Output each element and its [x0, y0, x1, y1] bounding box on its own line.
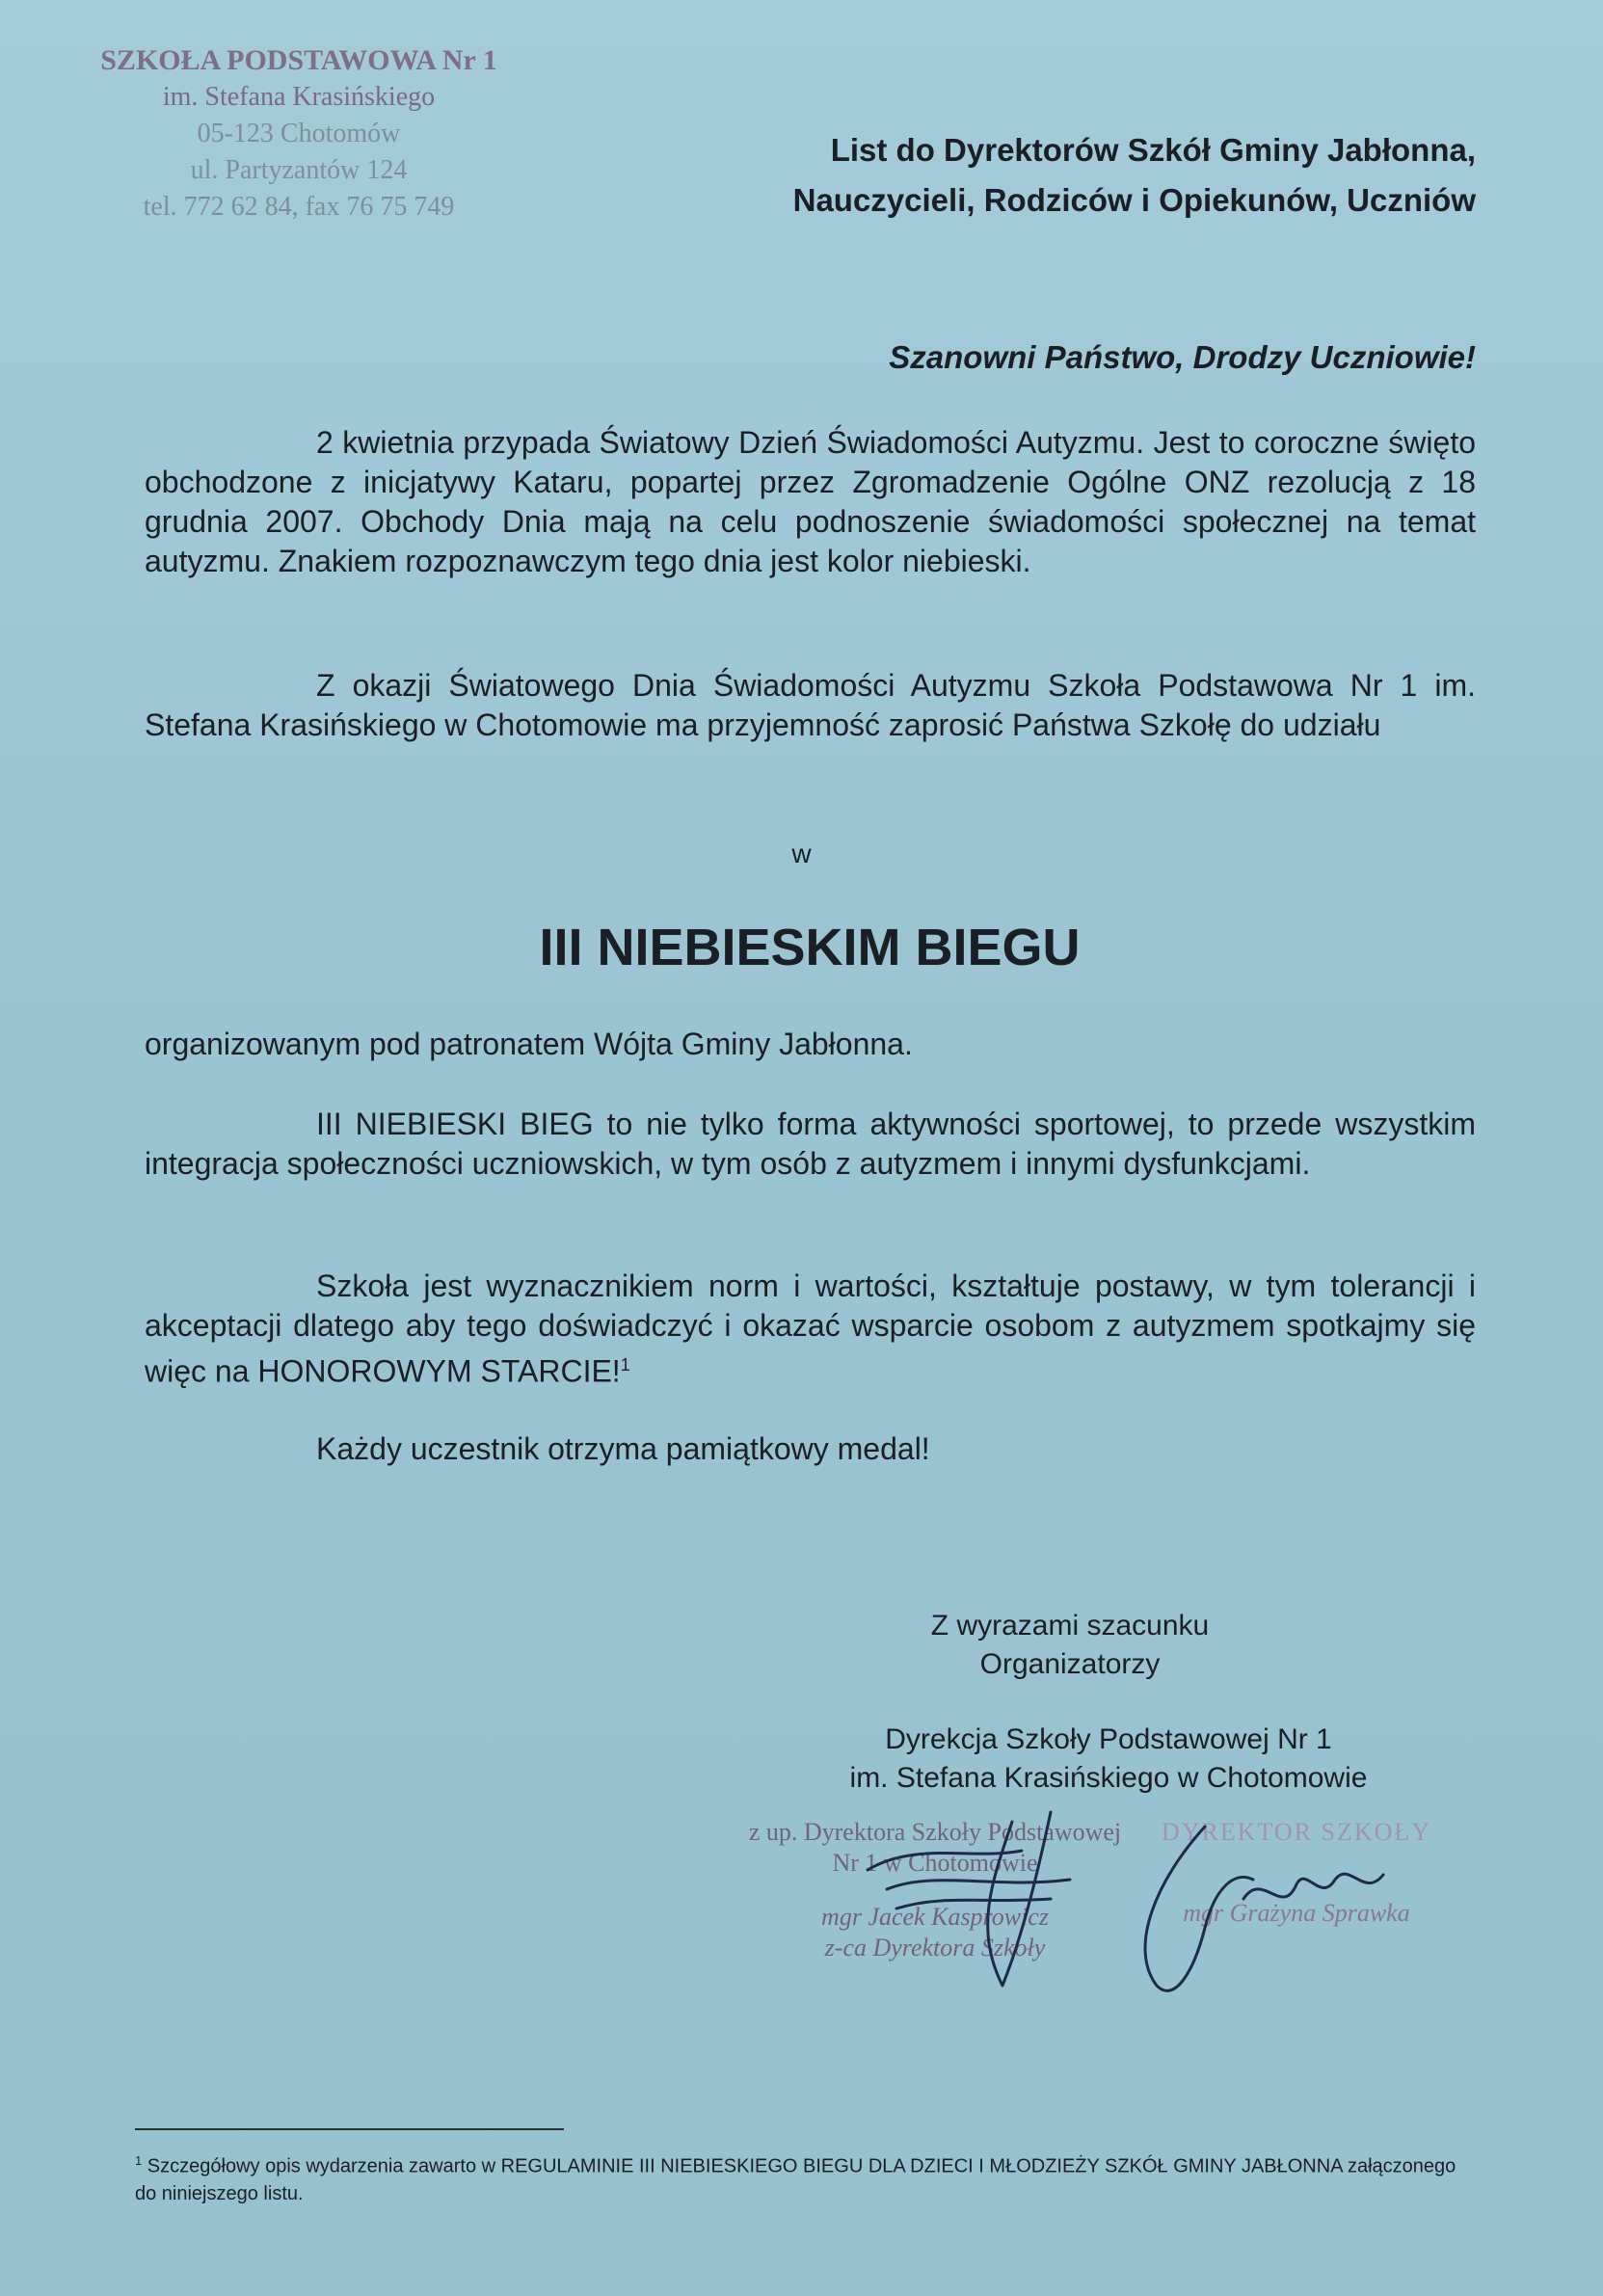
- footnote-mark: 1: [135, 2153, 143, 2168]
- stamp-postcode: 05-123 Chotomów: [197, 119, 401, 148]
- preposition-w: w: [791, 839, 812, 868]
- stamp-street: ul. Partyzantów 124: [190, 155, 408, 185]
- signatory-line-2: im. Stefana Krasińskiego w Chotomowie: [849, 1762, 1368, 1794]
- director-stamp-name: mgr Grażyna Sprawka: [1183, 1899, 1410, 1927]
- addressee-line-1: List do Dyrektorów Szkół Gminy Jabłonna,: [830, 132, 1476, 168]
- closing-organizers: Organizatorzy: [979, 1648, 1161, 1680]
- deputy-stamp-line-2: Nr 1 w Chotomowie: [832, 1849, 1038, 1877]
- addressee-block: [793, 125, 1476, 226]
- director-signature: [1118, 1812, 1427, 2005]
- footnote-divider: [135, 2128, 564, 2130]
- closing-regards: Z wyrazami szacunku: [930, 1610, 1210, 1642]
- closing-block: [906, 1607, 1234, 1684]
- stamp-patron: im. Stefana Krasińskiego: [162, 82, 436, 112]
- deputy-stamp-line-1: z up. Dyrektora Szkoły Podstawowej: [748, 1818, 1122, 1846]
- addressee-line-2: Nauczycieli, Rodziców i Opiekunów, Uczniów: [792, 182, 1476, 218]
- paragraph-tolerance-text: Szkoła jest wyznacznikiem norm i wartości, kształtuje postawy, w tym tolerancji i akceptacji dlatego aby tego doświadczyć i okazać wsparcie osobom z autyzmem spotkajmy się więc na HONOROWYM STARCIE!: [145, 1268, 1476, 1389]
- paragraph-autism-day: 2 kwietnia przypada Światowy Dzień Świadomości Autyzmu. Jest to coroczne święto obchodzone z inicjatywy Kataru, popartej przez Zgromadzenie Ogólne ONZ rezolucją z 18 grudnia 2007. Obchody Dnia mają na celu podnoszenie świadomości społecznej na temat autyzmu. Znakiem rozpoznawczym tego dnia jest kolor niebieski.: [145, 425, 1476, 578]
- stamp-phone: tel. 772 62 84, fax 76 75 749: [143, 192, 455, 222]
- footnote-text: Szczegółowy opis wydarzenia zawarto w REGULAMINIE III NIEBIESKIEGO BIEGU DLA DZIECI I MŁODZIEŻY SZKÓŁ GMINY JABŁONNA załączonego do niniejszego listu.: [135, 2155, 1456, 2204]
- paragraph-medal: Każdy uczestnik otrzyma pamiątkowy medal!: [316, 1431, 930, 1466]
- footnote-reference: 1: [620, 1355, 630, 1375]
- footnote: [135, 2148, 1465, 2207]
- director-stamp-title: DYREKTOR SZKOŁY: [1161, 1818, 1432, 1846]
- signatory-line-1: Dyrekcja Szkoły Podstawowej Nr 1: [885, 1723, 1332, 1755]
- paragraph-tolerance: [145, 1267, 1476, 1392]
- paragraph-patronage: organizowanym pod patronatem Wójta Gminy Jabłonna.: [145, 1027, 913, 1061]
- event-title: III NIEBIESKIM BIEGU: [539, 919, 1081, 976]
- deputy-stamp-title: z-ca Dyrektora Szkoły: [824, 1934, 1046, 1962]
- paragraph-integration: III NIEBIESKI BIEG to nie tylko forma aktywności sportowej, to przede wszystkim integracja społeczności uczniowskich, w tym osób z autyzmem i innymi dysfunkcjami.: [145, 1107, 1476, 1181]
- deputy-signature: [829, 1802, 1118, 1995]
- stamp-school-name: SZKOŁA PODSTAWOWA Nr 1: [100, 44, 497, 76]
- paragraph-invitation: Z okazji Światowego Dnia Świadomości Autyzmu Szkoła Podstawowa Nr 1 im. Stefana Krasińskiego w Chotomowie ma przyjemność zaprosić Państwa Szkołę do udziału: [145, 668, 1476, 742]
- school-header-stamp: [58, 42, 540, 226]
- signatory-block: [771, 1721, 1446, 1798]
- deputy-stamp-name: mgr Jacek Kasprowicz: [821, 1903, 1049, 1931]
- salutation: Szanowni Państwo, Drodzy Uczniowie!: [889, 339, 1476, 375]
